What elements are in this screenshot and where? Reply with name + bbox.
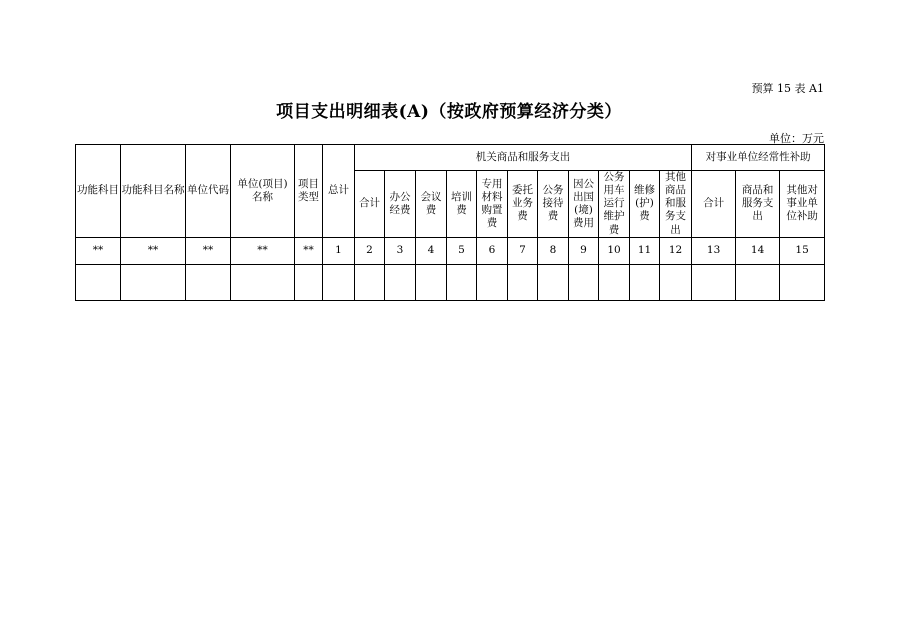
index-cell: 11 xyxy=(630,237,660,264)
index-cell: ** xyxy=(231,237,295,264)
page-title: 项目支出明细表(A)（按政府预算经济分类） xyxy=(276,102,622,122)
index-cell: 4 xyxy=(416,237,447,264)
index-cell: 2 xyxy=(355,237,385,264)
data-cell xyxy=(736,264,780,300)
col-func-subject-name: 功能科目名称 xyxy=(121,145,186,238)
index-cell: 12 xyxy=(660,237,692,264)
expenditure-table xyxy=(75,144,825,301)
col-official-vehicle: 公务用车运行维护费 xyxy=(599,171,630,238)
col-meeting-expense: 会议费 xyxy=(416,171,447,238)
index-cell: ** xyxy=(121,237,186,264)
index-cell: 1 xyxy=(323,237,355,264)
col-total: 总计 xyxy=(323,145,355,238)
data-cell xyxy=(599,264,630,300)
col-subsidy-total: 合计 xyxy=(692,171,736,238)
group-subsidy: 对事业单位经常性补助 xyxy=(692,145,825,171)
index-cell: 14 xyxy=(736,237,780,264)
col-office-expense: 办公经费 xyxy=(385,171,416,238)
data-cell xyxy=(477,264,508,300)
data-cell xyxy=(447,264,477,300)
index-row xyxy=(76,237,825,264)
index-cell: 7 xyxy=(508,237,538,264)
col-official-reception: 公务接待费 xyxy=(538,171,569,238)
col-entrusted-business: 委托业务费 xyxy=(508,171,538,238)
index-cell: 13 xyxy=(692,237,736,264)
index-cell: 5 xyxy=(447,237,477,264)
unit-label: 单位：万元 xyxy=(769,132,824,145)
data-cell xyxy=(416,264,447,300)
col-unit-project-name: 单位(项目)名称 xyxy=(231,145,295,238)
data-cell xyxy=(295,264,323,300)
data-cell xyxy=(538,264,569,300)
index-cell: 10 xyxy=(599,237,630,264)
data-cell xyxy=(186,264,231,300)
index-cell: ** xyxy=(186,237,231,264)
col-other-goods-services: 其他商品和服务支出 xyxy=(660,171,692,238)
index-cell: ** xyxy=(295,237,323,264)
col-func-subject: 功能科目 xyxy=(76,145,121,238)
data-cell xyxy=(355,264,385,300)
index-cell: 6 xyxy=(477,237,508,264)
col-overseas-travel: 因公出国(境)费用 xyxy=(569,171,599,238)
group-goods-services: 机关商品和服务支出 xyxy=(355,145,692,171)
col-gs-total: 合计 xyxy=(355,171,385,238)
header-row-1 xyxy=(76,145,825,171)
index-cell: ** xyxy=(76,237,121,264)
data-row-empty xyxy=(76,264,825,300)
col-subsidy-other: 其他对事业单位补助 xyxy=(780,171,825,238)
col-maintenance: 维修(护)费 xyxy=(630,171,660,238)
data-cell xyxy=(692,264,736,300)
data-cell xyxy=(508,264,538,300)
col-training-expense: 培训费 xyxy=(447,171,477,238)
col-special-material: 专用材料购置费 xyxy=(477,171,508,238)
index-cell: 9 xyxy=(569,237,599,264)
data-cell xyxy=(660,264,692,300)
data-cell xyxy=(76,264,121,300)
form-number: 预算 15 表 A1 xyxy=(751,82,824,95)
index-cell: 3 xyxy=(385,237,416,264)
data-cell xyxy=(569,264,599,300)
col-unit-code: 单位代码 xyxy=(186,145,231,238)
index-cell: 15 xyxy=(780,237,825,264)
index-cell: 8 xyxy=(538,237,569,264)
data-cell xyxy=(385,264,416,300)
col-project-type: 项目类型 xyxy=(295,145,323,238)
data-cell xyxy=(630,264,660,300)
data-cell xyxy=(780,264,825,300)
data-cell xyxy=(231,264,295,300)
col-subsidy-goods-services: 商品和服务支出 xyxy=(736,171,780,238)
data-cell xyxy=(121,264,186,300)
data-cell xyxy=(323,264,355,300)
